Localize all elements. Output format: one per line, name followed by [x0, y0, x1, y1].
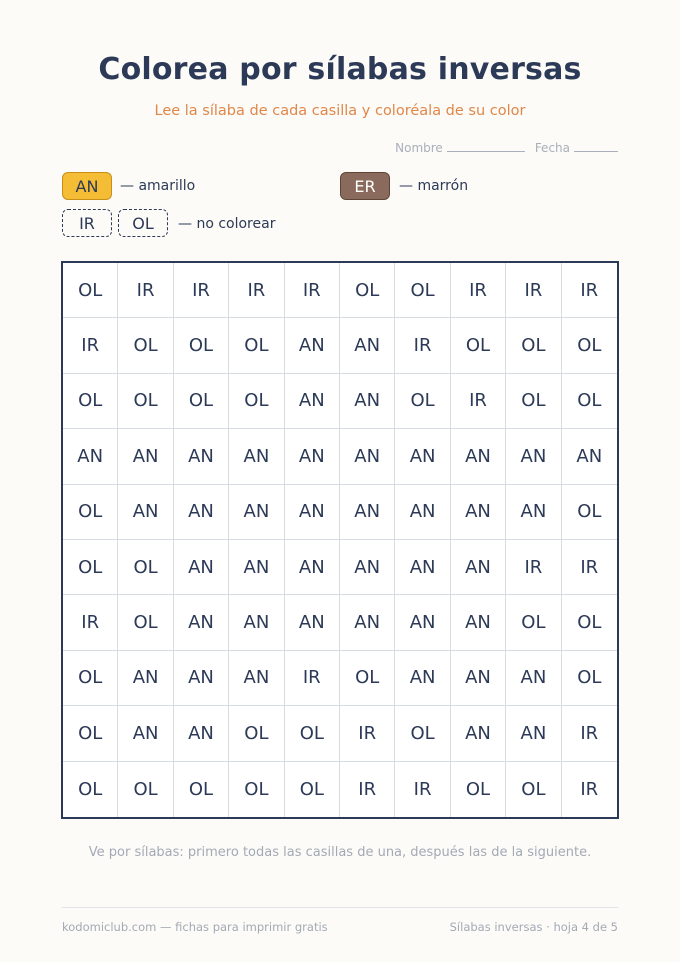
grid-cell[interactable]: OL	[395, 263, 450, 318]
grid-cell[interactable]: IR	[451, 263, 506, 318]
grid-cell[interactable]: OL	[562, 374, 617, 429]
grid-cell[interactable]: AN	[229, 651, 284, 706]
legend-key-an: AN	[62, 172, 112, 200]
grid-cell[interactable]: IR	[285, 651, 340, 706]
grid-cell[interactable]: OL	[174, 762, 229, 817]
grid-cell[interactable]: OL	[63, 485, 118, 540]
grid-cell[interactable]: OL	[63, 762, 118, 817]
footer-divider	[62, 907, 618, 908]
grid-cell[interactable]: OL	[229, 374, 284, 429]
grid-cell[interactable]: AN	[174, 706, 229, 761]
grid-cell[interactable]: IR	[118, 263, 173, 318]
grid-cell[interactable]: AN	[340, 318, 395, 373]
grid-cell[interactable]: OL	[506, 762, 561, 817]
grid-cell[interactable]: IR	[63, 595, 118, 650]
grid-cell[interactable]: OL	[63, 651, 118, 706]
grid-cell[interactable]: OL	[118, 540, 173, 595]
grid-cell[interactable]: OL	[506, 595, 561, 650]
grid-cell[interactable]: AN	[395, 651, 450, 706]
grid-cell[interactable]: AN	[506, 429, 561, 484]
grid-cell[interactable]: AN	[63, 429, 118, 484]
grid-cell[interactable]: IR	[580, 778, 599, 800]
grid-cell[interactable]: AN	[340, 595, 395, 650]
grid-cell[interactable]: OL	[174, 318, 229, 373]
grid-cell[interactable]: AN	[229, 429, 284, 484]
legend-label-an: — amarillo	[120, 178, 196, 194]
grid-cell[interactable]: IR	[174, 263, 229, 318]
grid-cell[interactable]: OL	[118, 374, 173, 429]
grid-cell[interactable]: OL	[395, 706, 450, 761]
grid-cell[interactable]: AN	[506, 706, 561, 761]
grid-cell[interactable]: OL	[506, 318, 561, 373]
grid-cell[interactable]: IR	[562, 263, 617, 318]
grid-cell[interactable]: AN	[451, 485, 506, 540]
grid-cell[interactable]: OL	[340, 651, 395, 706]
fecha-field	[535, 139, 618, 155]
page-title: Colorea por sílabas inversas	[98, 52, 582, 87]
grid-cell[interactable]: AN	[451, 651, 506, 706]
grid-cell[interactable]: IR	[340, 706, 395, 761]
grid-cell[interactable]: AN	[285, 485, 340, 540]
grid-cell[interactable]: OL	[63, 706, 118, 761]
syllable-grid	[61, 261, 619, 819]
grid-cell[interactable]: AN	[118, 706, 173, 761]
grid-cell[interactable]: AN	[229, 485, 284, 540]
grid-cell[interactable]: AN	[340, 374, 395, 429]
name-date-fields	[395, 139, 618, 155]
page-subtitle: Lee la sílaba de cada casilla y coloréala de su color	[154, 103, 526, 119]
grid-cell[interactable]: IR	[506, 263, 561, 318]
grid-cell[interactable]: OL	[229, 318, 284, 373]
fecha-line	[574, 139, 618, 152]
grid-cell[interactable]: AN	[395, 429, 450, 484]
grid-cell[interactable]: AN	[285, 540, 340, 595]
grid-cell[interactable]: AN	[174, 485, 229, 540]
grid-cell[interactable]: OL	[562, 318, 617, 373]
grid-cell[interactable]: AN	[118, 651, 173, 706]
grid-cell[interactable]: OL	[451, 762, 506, 817]
grid-cell[interactable]: OL	[118, 762, 173, 817]
grid-cell[interactable]: OL	[285, 762, 340, 817]
grid-cell[interactable]: IR	[562, 706, 617, 761]
grid-cell[interactable]: AN	[506, 651, 561, 706]
nombre-line	[447, 139, 525, 152]
grid-cell[interactable]: AN	[174, 429, 229, 484]
grid-cell[interactable]: IR	[395, 762, 450, 817]
legend-key-ir: IR	[62, 209, 112, 237]
grid-cell[interactable]: OL	[451, 318, 506, 373]
grid-cell[interactable]: AN	[451, 706, 506, 761]
grid-cell[interactable]: OL	[174, 374, 229, 429]
grid-cell[interactable]: OL	[118, 595, 173, 650]
grid-cell[interactable]: AN	[395, 485, 450, 540]
grid-cell[interactable]: AN	[285, 318, 340, 373]
legend-key-ol: OL	[118, 209, 168, 237]
legend-key-er: ER	[340, 172, 390, 200]
grid-cell[interactable]: OL	[63, 374, 118, 429]
nombre-label: Nombre	[395, 141, 443, 155]
grid-cell[interactable]: IR	[229, 263, 284, 318]
grid-cell[interactable]: OL	[562, 595, 617, 650]
grid-cell[interactable]: AN	[285, 595, 340, 650]
grid-cell[interactable]: AN	[340, 485, 395, 540]
grid-cell[interactable]: AN	[118, 429, 173, 484]
grid-cell[interactable]: IR	[506, 540, 561, 595]
footer-site: kodomiclub.com — fichas para imprimir gratis	[62, 920, 328, 934]
instruction-text: Ve por sílabas: primero todas las casillas de una, después las de la siguiente.	[88, 845, 592, 860]
grid-cell[interactable]: AN	[229, 540, 284, 595]
grid-cell[interactable]: AN	[285, 429, 340, 484]
grid-cell[interactable]: IR	[340, 762, 395, 817]
grid-cell[interactable]: OL	[562, 485, 617, 540]
grid-cell[interactable]: OL	[395, 374, 450, 429]
grid-cell[interactable]: IR	[285, 263, 340, 318]
nombre-field	[395, 139, 525, 155]
grid-cell[interactable]: OL	[285, 706, 340, 761]
grid-cell[interactable]: AN	[229, 595, 284, 650]
grid-cell[interactable]: AN	[174, 540, 229, 595]
grid-cell[interactable]: AN	[451, 595, 506, 650]
grid-cell[interactable]: OL	[63, 540, 118, 595]
grid-cell[interactable]: OL	[562, 651, 617, 706]
grid-cell[interactable]: AN	[506, 485, 561, 540]
grid-cell[interactable]: IR	[451, 374, 506, 429]
grid-cell[interactable]: OL	[506, 374, 561, 429]
grid-cell[interactable]: AN	[395, 540, 450, 595]
grid-cell[interactable]: IR	[63, 318, 118, 373]
grid-cell[interactable]: AN	[174, 595, 229, 650]
legend-label-er: — marrón	[399, 178, 469, 194]
grid-cell[interactable]: OL	[229, 706, 284, 761]
grid-cell[interactable]: AN	[340, 429, 395, 484]
grid-cell[interactable]: IR	[562, 540, 617, 595]
grid-cell[interactable]: AN	[118, 485, 173, 540]
grid-cell[interactable]: AN	[174, 651, 229, 706]
legend-label-no-color: — no colorear	[178, 216, 276, 232]
grid-cell[interactable]: OL	[63, 263, 118, 318]
grid-cell[interactable]: AN	[395, 595, 450, 650]
grid-cell[interactable]: OL	[118, 318, 173, 373]
grid-cell[interactable]: AN	[451, 540, 506, 595]
grid-cell[interactable]: AN	[340, 540, 395, 595]
grid-cell[interactable]: OL	[340, 263, 395, 318]
grid-cell[interactable]: IR	[395, 318, 450, 373]
grid-cell[interactable]: AN	[451, 429, 506, 484]
footer-page-info: Sílabas inversas · hoja 4 de 5	[449, 920, 618, 934]
fecha-label: Fecha	[534, 141, 570, 155]
grid-cell[interactable]: AN	[562, 429, 617, 484]
grid-cell[interactable]: OL	[229, 762, 284, 817]
grid-cell[interactable]: AN	[285, 374, 340, 429]
